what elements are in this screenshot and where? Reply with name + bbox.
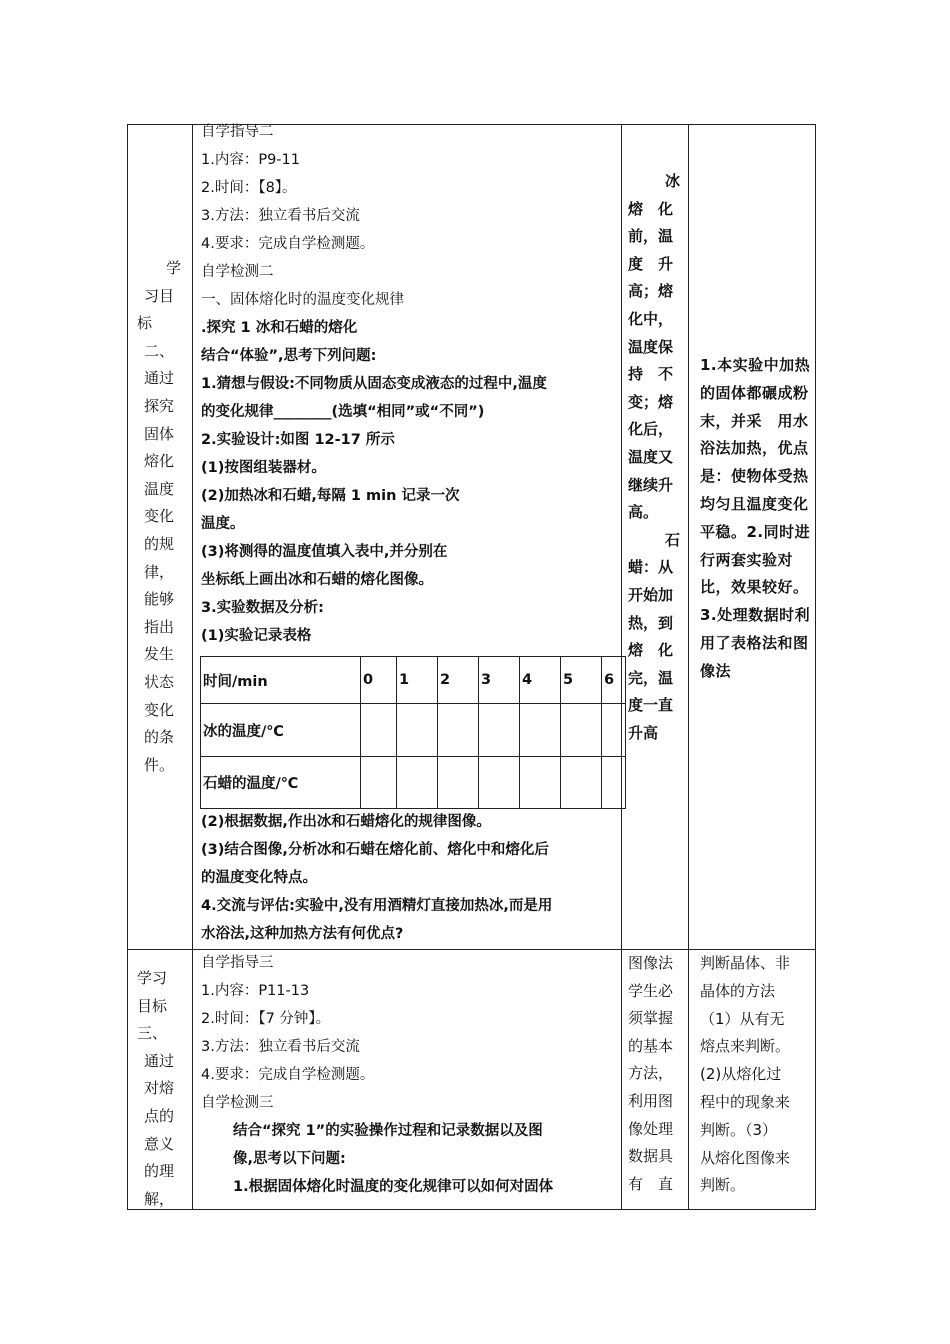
table-header-cell: 5 xyxy=(561,657,602,704)
table-header-cell: 3 xyxy=(479,657,520,704)
row1-notes: 1.本实验中加热的固体都碾成粉末，并采 用水浴法加热，优点是：使物体受热均匀且温度变化平稳。2.同时进行两套实验对比，效果较好。3.处理数据时利用了表格法和图像法 xyxy=(700,356,811,680)
paragraph: (2)加热冰和石蜡,每隔 1 min 记录一次 xyxy=(201,488,460,504)
paragraph: 温度。 xyxy=(201,516,245,532)
table-cell xyxy=(520,704,561,757)
paragraph: 结合“探究 1”的实验操作过程和记录数据以及图 xyxy=(233,1123,543,1139)
experiment-record-table xyxy=(200,656,626,809)
check-title: 自学检测二 xyxy=(201,264,274,280)
row1-objective-label: 学 习目 标 二、 通过 探究 固体 熔化 温度 变化 的规 律， 能够 指出 发生 状态 变化 的条 件。 xyxy=(137,259,181,774)
guide-requirement: 4.要求：完成自学检测题。 xyxy=(201,1067,375,1083)
paragraph: 水浴法,这种加热方法有何优点? xyxy=(201,926,404,942)
table-cell xyxy=(397,757,438,809)
paragraph: 的温度变化特点。 xyxy=(201,870,317,886)
row2-objective-label: 学习 目标 三、 通过 对熔 点的 意义 的理 解， xyxy=(137,969,174,1208)
table-cell xyxy=(397,704,438,757)
paragraph: (2)根据数据,作出冰和石蜡熔化的规律图像。 xyxy=(201,814,491,830)
paragraph: (1)实验记录表格 xyxy=(201,628,312,644)
table-header-cell: 4 xyxy=(520,657,561,704)
paragraph: 1.猜想与假设:不同物质从固态变成液态的过程中,温度 xyxy=(201,376,547,392)
guide-time: 2.时间：【8】。 xyxy=(201,180,297,196)
guide-title: 自学指导二 xyxy=(201,124,274,140)
section-heading: 一、固体熔化时的温度变化规律 xyxy=(201,292,404,308)
table-cell xyxy=(479,757,520,809)
table-row-label: 石蜡的温度/℃ xyxy=(201,757,361,809)
row2-answer: 图像法 学生必 须掌握 的基本 方法， 利用图 像处理 数据具 有 直 xyxy=(628,954,674,1193)
paragraph: 4.交流与评估:实验中,没有用酒精灯直接加热冰,而是用 xyxy=(201,898,553,914)
guide-requirement: 4.要求：完成自学检测题。 xyxy=(201,236,375,252)
table-header-row xyxy=(201,657,626,704)
table-cell xyxy=(520,757,561,809)
table-header-cell: 2 xyxy=(438,657,479,704)
row2-notes: 判断晶体、非 晶体的方法 （1）从有无 熔点来判断。 (2)从熔化过 程中的现象来 判断。（3） 从熔化图像来 判断。 xyxy=(700,954,791,1195)
paragraph: (3)结合图像,分析冰和石蜡在熔化前、熔化中和熔化后 xyxy=(201,842,549,858)
table-cell xyxy=(602,704,626,757)
table-header-cell: 0 xyxy=(361,657,397,704)
guide-time: 2.时间：【7 分钟】。 xyxy=(201,1011,331,1027)
table-cell xyxy=(361,757,397,809)
paragraph: 3.实验数据及分析: xyxy=(201,600,324,616)
guide-method: 3.方法：独立看书后交流 xyxy=(201,208,360,224)
guide-content: 1.内容：P9-11 xyxy=(201,152,300,168)
column-divider xyxy=(688,124,689,1210)
table-header-cell: 时间/min xyxy=(201,657,361,704)
guide-title: 自学指导三 xyxy=(201,955,274,971)
table-cell xyxy=(561,704,602,757)
table-cell xyxy=(438,704,479,757)
table-cell xyxy=(479,704,520,757)
paragraph: (3)将测得的温度值填入表中,并分别在 xyxy=(201,544,448,560)
table-row xyxy=(201,757,626,809)
paragraph: (1)按图组装器材。 xyxy=(201,460,326,476)
paragraph: 坐标纸上画出冰和石蜡的熔化图像。 xyxy=(201,572,433,588)
guide-method: 3.方法：独立看书后交流 xyxy=(201,1039,360,1055)
paragraph: 1.根据固体熔化时温度的变化规律可以如何对固体 xyxy=(233,1179,554,1195)
row1-answer: 冰 熔 化 前，温 度 升 高；熔 化中， 温度保 持 不 变；熔 化后， 温度又 继续升 高。 石 蜡：从 开始加 热，到 熔 化 完，温 度一直 升高 xyxy=(628,172,680,742)
paragraph: 像,思考以下问题: xyxy=(233,1151,346,1167)
guide-content: 1.内容：P11-13 xyxy=(201,983,310,999)
check-title: 自学检测三 xyxy=(201,1095,274,1111)
table-cell xyxy=(602,757,626,809)
paragraph: 2.实验设计:如图 12-17 所示 xyxy=(201,432,395,448)
table-cell xyxy=(561,757,602,809)
paragraph: 结合“体验”,思考下列问题: xyxy=(201,348,377,364)
table-row xyxy=(201,704,626,757)
table-header-cell: 6 xyxy=(602,657,626,704)
explore-heading: .探究 1 冰和石蜡的熔化 xyxy=(201,320,358,336)
table-cell xyxy=(438,757,479,809)
table-header-cell: 1 xyxy=(397,657,438,704)
paragraph: 的变化规律________(选填“相同”或“不同”) xyxy=(201,404,485,420)
column-divider xyxy=(192,124,193,1210)
table-row-label: 冰的温度/℃ xyxy=(201,704,361,757)
table-cell xyxy=(361,704,397,757)
